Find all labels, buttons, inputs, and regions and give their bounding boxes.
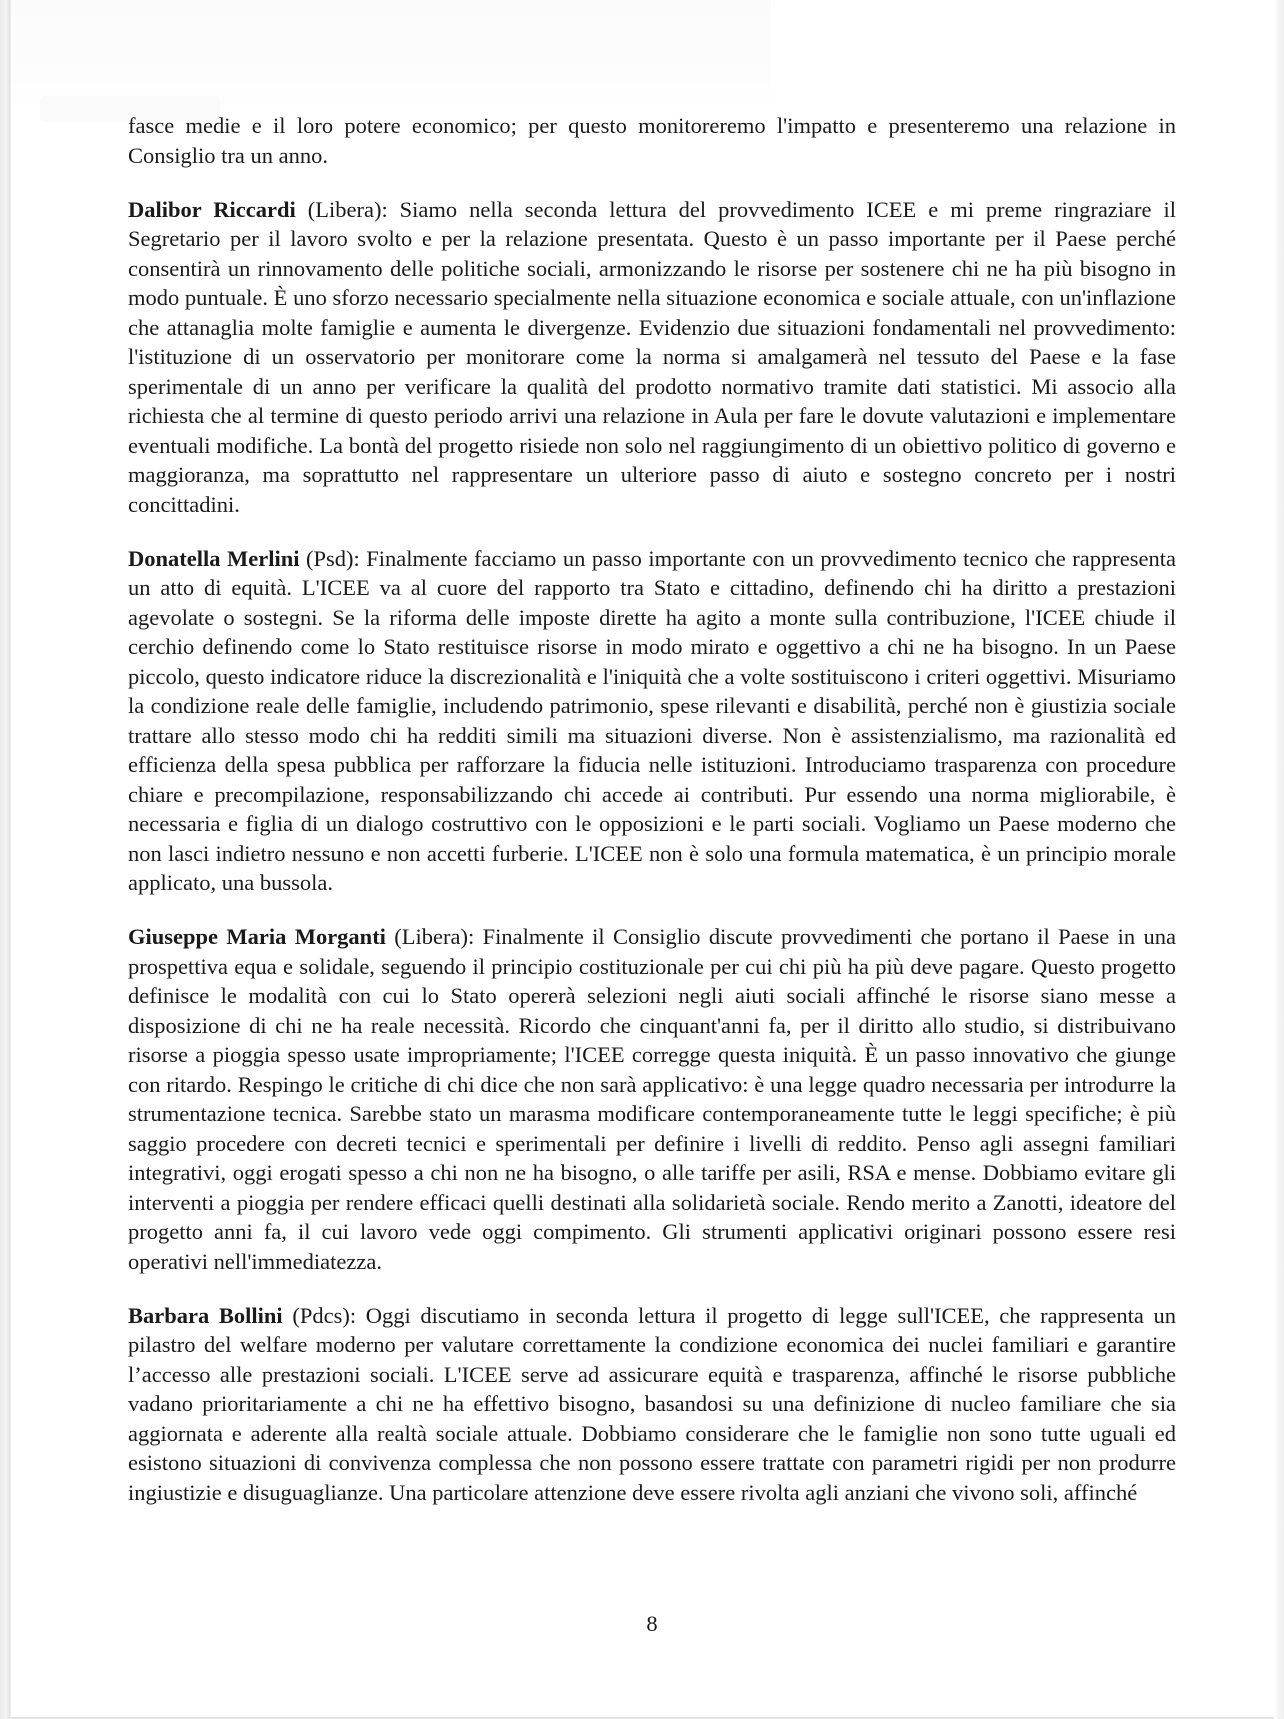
speaker-name: Donatella Merlini (128, 545, 300, 571)
speech-dalibor-riccardi (128, 195, 1176, 520)
page-number: 8 (646, 1611, 658, 1636)
speech-barbara-bollini (128, 1301, 1176, 1508)
page-left-edge-shadow (0, 0, 11, 1719)
speaker-name: Dalibor Riccardi (128, 196, 296, 222)
paragraph-text: (Libera): Finalmente il Consiglio discute provvedimenti che portano il Paese in una prospettiva equa e solidale, seguendo il principio costituzionale per cui chi più ha più deve pagare. Questo progetto definisce le modalità con cui lo Stato opererà selezioni negli aiuti sociali affinché le risorse siano messe a disposizione di chi ne ha reale necessità. Ricordo che cinquant'anni fa, per il diritto allo studio, si distribuivano risorse a pioggia spesso usate impropriamente; l'ICEE corregge questa iniquità. È un passo innovativo che giunge con ritardo. Respingo le critiche di chi dice che non sarà applicativo: è una legge quadro necessaria per introdurre la strumentazione tecnica. Sarebbe stato un marasma modificare contemporaneamente tutte le leggi specifiche; è più saggio procedere con decreti tecnici e sperimentali per definire i livelli di reddito. Penso agli assegni familiari integrativi, oggi erogati spesso a chi non ne ha bisogno, o alle tariffe per asili, RSA e mense. Dobbiamo evitare gli interventi a pioggia per rendere efficaci quelli destinati alla solidarietà sociale. Rendo merito a Zanotti, ideatore del progetto anni fa, il cui lavoro vede oggi compimento. Gli strumenti applicativi originari possono essere resi operativi nell'immediatezza. (128, 924, 1176, 1274)
speech-donatella-merlini (128, 544, 1176, 898)
paragraph-continuation (128, 111, 1176, 170)
speaker-name: Giuseppe Maria Morganti (128, 924, 386, 949)
paragraph-text: (Pdcs): Oggi discutiamo in seconda lettura il progetto di legge sull'ICEE, che rappresenta un pilastro del welfare moderno per valutare correttamente la condizione economica dei nuclei familiari e garantire l’accesso alle prestazioni sociali. L'ICEE serve ad assicurare equità e trasparenza, affinché le risorse pubbliche vadano prioritariamente a chi ne ha effettivo bisogno, basandosi su una definizione di nucleo familiare che sia aggiornata e aderente alla realtà sociale attuale. Dobbiamo considerare che le famiglie non sono tutte uguali ed esistono situazioni di convivenza complessa che non possono essere trattate con parametri rigidi per non produrre ingiustizie e disuguaglianze. Una particolare attenzione deve essere rivolta agli anziani che vivono soli, affinché (128, 1302, 1176, 1505)
text-column (128, 111, 1176, 1532)
speaker-name: Barbara Bollini (128, 1302, 283, 1328)
paragraph-text: (Libera): Siamo nella seconda lettura del provvedimento ICEE e mi preme ringraziare il Segretario per il lavoro svolto e per la relazione presentata. Questo è un passo importante per il Paese perché consentirà un rinnovamento delle politiche sociali, armonizzando le risorse per sostenere chi ne ha più bisogno in modo puntuale. È uno sforzo necessario specialmente nella situazione economica e sociale attuale, con un'inflazione che attanaglia molte famiglie e aumenta le divergenze. Evidenzio due situazioni fondamentali nel provvedimento: l'istituzione di un osservatorio per monitorare come la norma si amalgamerà nel tessuto del Paese e la fase sperimentale di un anno per verificare la qualità del prodotto normativo tramite dati statistici. Mi associo alla richiesta che al termine di questo periodo arrivi una relazione in Aula per fare le dovute valutazioni e implementare eventuali modifiche. La bontà del progetto risiede non solo nel raggiungimento di un obiettivo politico di governo e maggioranza, ma soprattutto nel rappresentare un ulteriore passo di aiuto e sostegno concreto per i nostri concittadini. (128, 196, 1176, 517)
page-right-edge-shadow (1274, 0, 1284, 1719)
paragraph-text: fasce medie e il loro potere economico; per questo monitoreremo l'impatto e presenteremo una relazione in Consiglio tra un anno. (128, 113, 1176, 168)
paragraph-text: (Psd): Finalmente facciamo un passo importante con un provvedimento tecnico che rappresenta un atto di equità. L'ICEE va al cuore del rapporto tra Stato e cittadino, definendo chi ha diritto a prestazioni agevolate o sostegni. Se la riforma delle imposte dirette ha agito a monte sulla contribuzione, l'ICEE chiude il cerchio definendo come lo Stato restituisce risorse in modo mirato e oggettivo a chi ne ha bisogno. In un Paese piccolo, questo indicatore riduce la discrezionalità e l'iniquità che a volte sostituiscono i criteri oggettivi. Misuriamo la condizione reale delle famiglie, includendo patrimonio, spese rilevanti e disabilità, perché non è giustizia sociale trattare allo stesso modo chi ha redditi simili ma situazioni diverse. Non è assistenzialismo, ma razionalità ed efficienza della spesa pubblica per rafforzare la fiducia nelle istituzioni. Introduciamo trasparenza con procedure chiare e precompilazione, responsabilizzando chi accede ai contributi. Pur essendo una norma migliorabile, è necessaria e figlia di un dialogo costruttivo con le opposizioni e le parti sociali. Vogliamo un Paese moderno che non lasci indietro nessuno e non accetti furberie. L'ICEE non è solo una formula matematica, è un principio morale applicato, una bussola. (128, 545, 1176, 895)
speech-giuseppe-maria-morganti (128, 922, 1176, 1276)
